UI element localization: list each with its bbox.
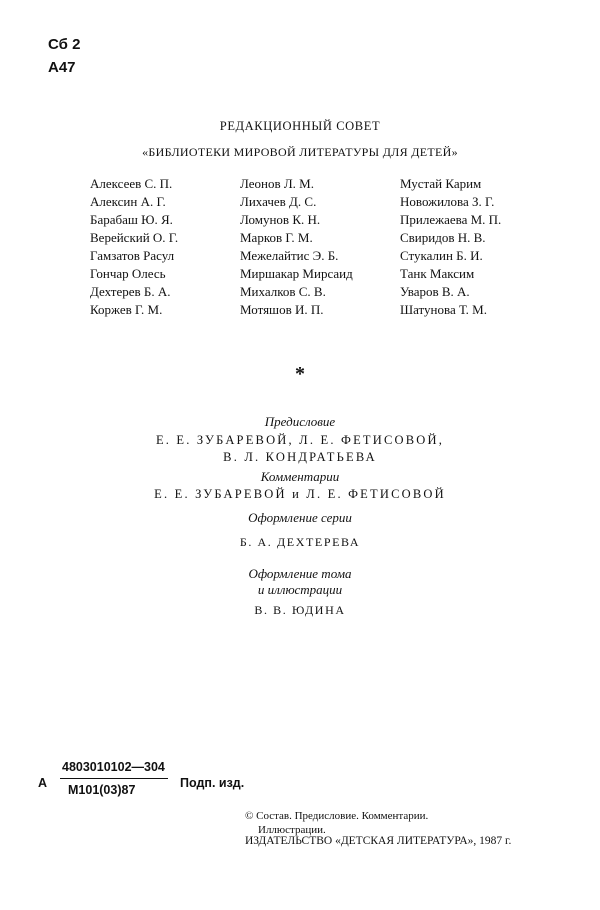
comments-authors: Е. Е. ЗУБАРЕВОЙ и Л. Е. ФЕТИСОВОЙ bbox=[154, 487, 446, 501]
bibliographic-numerator: 4803010102—304 bbox=[62, 760, 165, 774]
board-member: Мотяшов И. П. bbox=[240, 302, 324, 317]
volume-design-label-line-2: и иллюстрации bbox=[257, 582, 343, 597]
preface-label: Предисловие bbox=[264, 414, 336, 429]
board-member: Алексин А. Г. bbox=[90, 194, 166, 209]
series-design-label: Оформление серии bbox=[248, 510, 352, 525]
board-column-2 bbox=[240, 175, 353, 319]
board-member: Гончар Олесь bbox=[90, 266, 166, 281]
board-member: Алексеев С. П. bbox=[90, 176, 173, 191]
board-member: Свиридов Н. В. bbox=[400, 230, 486, 245]
board-member: Барабаш Ю. Я. bbox=[90, 212, 173, 227]
classification-code: Сб 2 bbox=[48, 36, 81, 53]
board-member: Межелайтис Э. Б. bbox=[240, 248, 339, 263]
board-member: Мустай Карим bbox=[400, 176, 482, 191]
volume-designer: В. В. ЮДИНА bbox=[254, 603, 346, 617]
board-member: Лихачев Д. С. bbox=[240, 194, 317, 209]
board-member: Марков Г. М. bbox=[240, 230, 313, 245]
board-member: Михалков С. В. bbox=[240, 284, 326, 299]
fraction-line bbox=[60, 778, 168, 779]
copyright-publisher: ИЗДАТЕЛЬСТВО «ДЕТСКАЯ ЛИТЕРАТУРА», 1987 г. bbox=[245, 835, 512, 847]
board-member: Стукалин Б. И. bbox=[400, 248, 483, 263]
board-member: Танк Максим bbox=[400, 266, 475, 281]
preface-authors-line-1: Е. Е. ЗУБАРЕВОЙ, Л. Е. ФЕТИСОВОЙ, bbox=[155, 433, 445, 447]
board-member: Гамзатов Расул bbox=[90, 248, 175, 263]
bibliographic-letter: А bbox=[38, 776, 48, 790]
preface-authors-line-2: В. Л. КОНДРАТЬЕВА bbox=[223, 450, 377, 464]
board-member: Миршакар Мирсаид bbox=[240, 266, 353, 281]
board-member: Верейский О. Г. bbox=[90, 230, 179, 245]
board-member: Дехтерев Б. А. bbox=[90, 284, 171, 299]
board-member: Леонов Л. М. bbox=[240, 176, 314, 191]
author-mark: А47 bbox=[48, 59, 76, 76]
publishing-note: Подп. изд. bbox=[180, 776, 245, 790]
board-member: Коржев Г. М. bbox=[90, 302, 163, 317]
copyright-line-2: Иллюстрации. bbox=[258, 824, 326, 836]
series-designer: Б. А. ДЕХТЕРЕВА bbox=[239, 535, 361, 549]
board-member: Ломунов К. Н. bbox=[240, 212, 321, 227]
bibliographic-denominator: М101(03)87 bbox=[68, 783, 136, 797]
board-member: Новожилова З. Г. bbox=[400, 194, 495, 209]
board-column-3 bbox=[400, 175, 501, 319]
board-member: Уваров В. А. bbox=[400, 284, 470, 299]
copyright-line-1: © Состав. Предисловие. Комментарии. bbox=[245, 810, 429, 822]
board-member: Шатунова Т. М. bbox=[400, 302, 487, 317]
comments-label: Комментарии bbox=[260, 469, 340, 484]
section-separator: * bbox=[295, 363, 305, 385]
board-member: Прилежаева М. П. bbox=[400, 212, 502, 227]
board-column-1 bbox=[90, 175, 178, 319]
editorial-board-title: РЕДАКЦИОННЫЙ СОВЕТ bbox=[219, 119, 381, 133]
editorial-board-subtitle: «БИБЛИОТЕКИ МИРОВОЙ ЛИТЕРАТУРЫ ДЛЯ ДЕТЕЙ» bbox=[142, 145, 458, 159]
volume-design-label-line-1: Оформление тома bbox=[248, 566, 352, 581]
